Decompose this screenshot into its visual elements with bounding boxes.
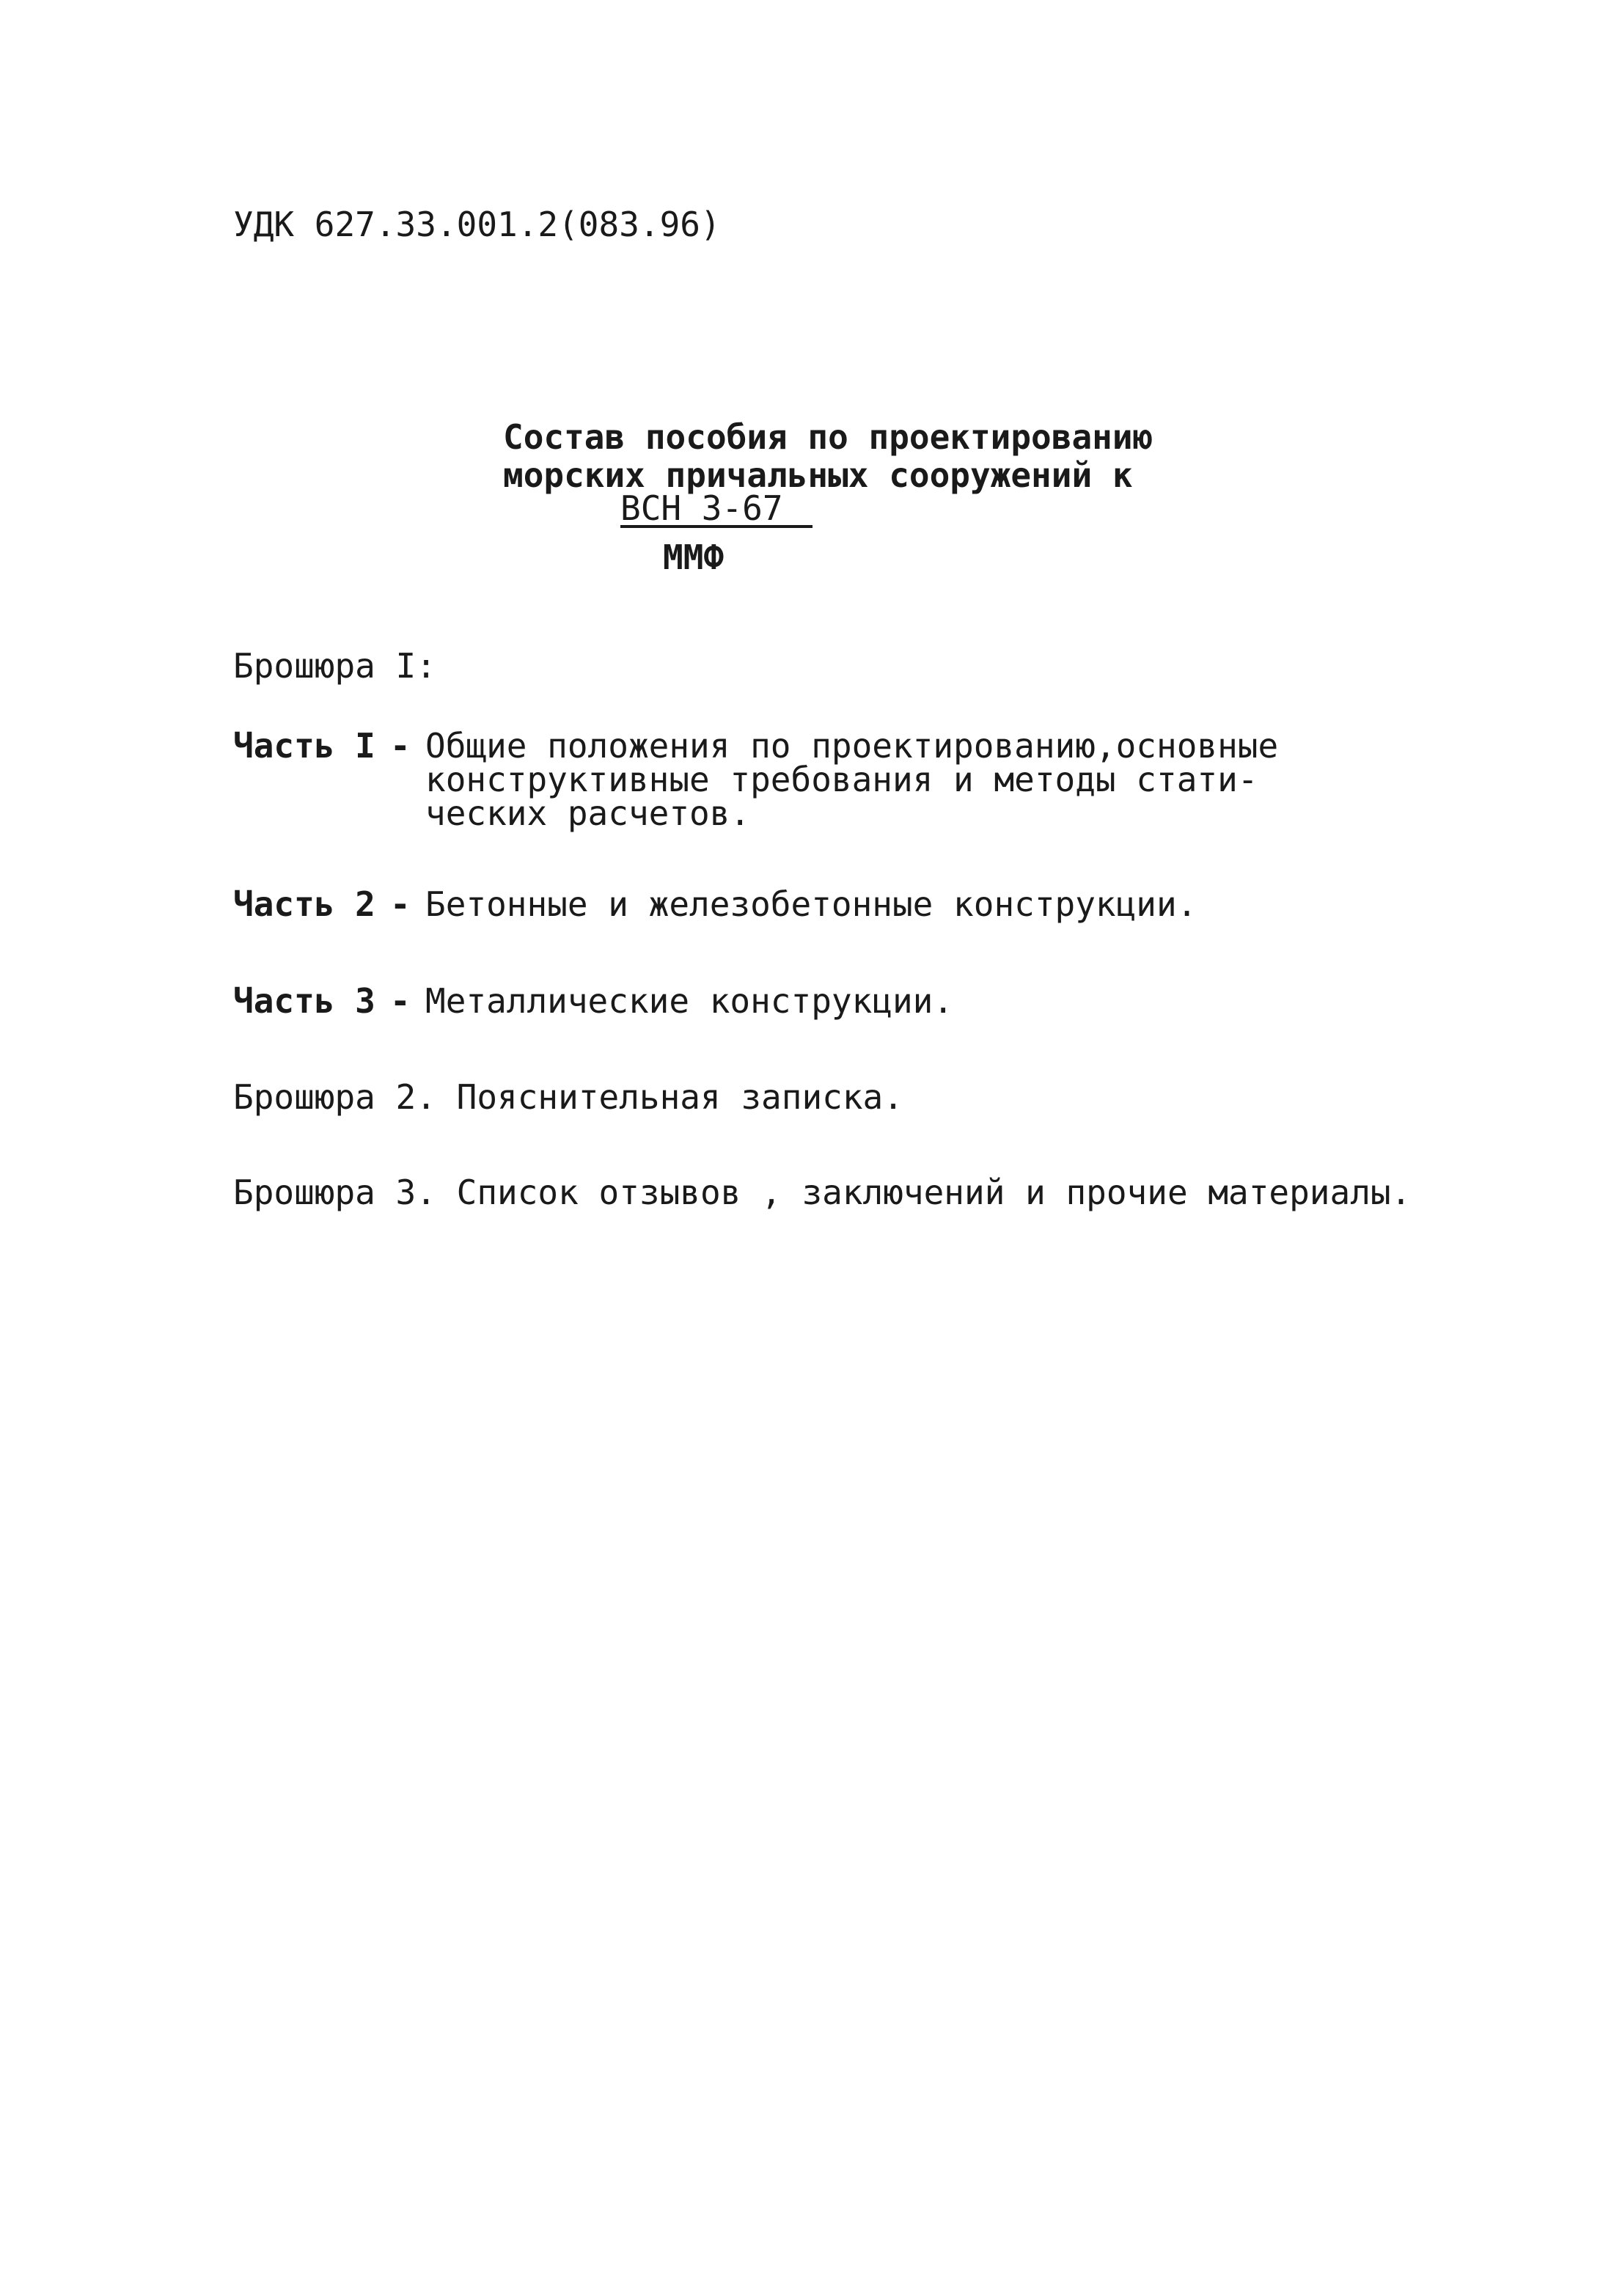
part-3-label: Часть 3	[233, 981, 375, 1021]
brochure-1-heading: Брошюра I:	[233, 646, 436, 686]
title-line-2: морских причальных сооружений к	[503, 455, 1133, 495]
part-3-text: Металлические конструкции.	[425, 981, 954, 1021]
udc-code: УДК 627.33.001.2(083.96)	[233, 205, 721, 244]
title-line-4-ministry: ММФ	[663, 538, 725, 577]
title-line-3-standard: ВСН 3-67	[620, 491, 812, 528]
brochure-2-line: Брошюра 2. Пояснительная записка.	[233, 1077, 903, 1117]
part-2-label: Часть 2	[233, 884, 375, 924]
part-2-dash: -	[390, 884, 411, 924]
brochure-3-line: Брошюра 3. Список отзывов , заключений и прочие материалы.	[233, 1173, 1412, 1212]
part-2-text: Бетонные и железобетонные конструкции.	[425, 884, 1197, 924]
part-1-text-line-1: Общие положения по проектированию,основные	[425, 726, 1279, 766]
part-1-text-line-3: ческих расчетов.	[425, 793, 751, 833]
title-line-1: Состав пособия по проектированию	[503, 417, 1153, 457]
part-3-dash: -	[390, 981, 411, 1021]
part-1-text-line-2: конструктивные требования и методы стати-	[425, 760, 1258, 799]
part-1-label: Часть I	[233, 726, 375, 766]
part-1-dash: -	[390, 726, 411, 766]
